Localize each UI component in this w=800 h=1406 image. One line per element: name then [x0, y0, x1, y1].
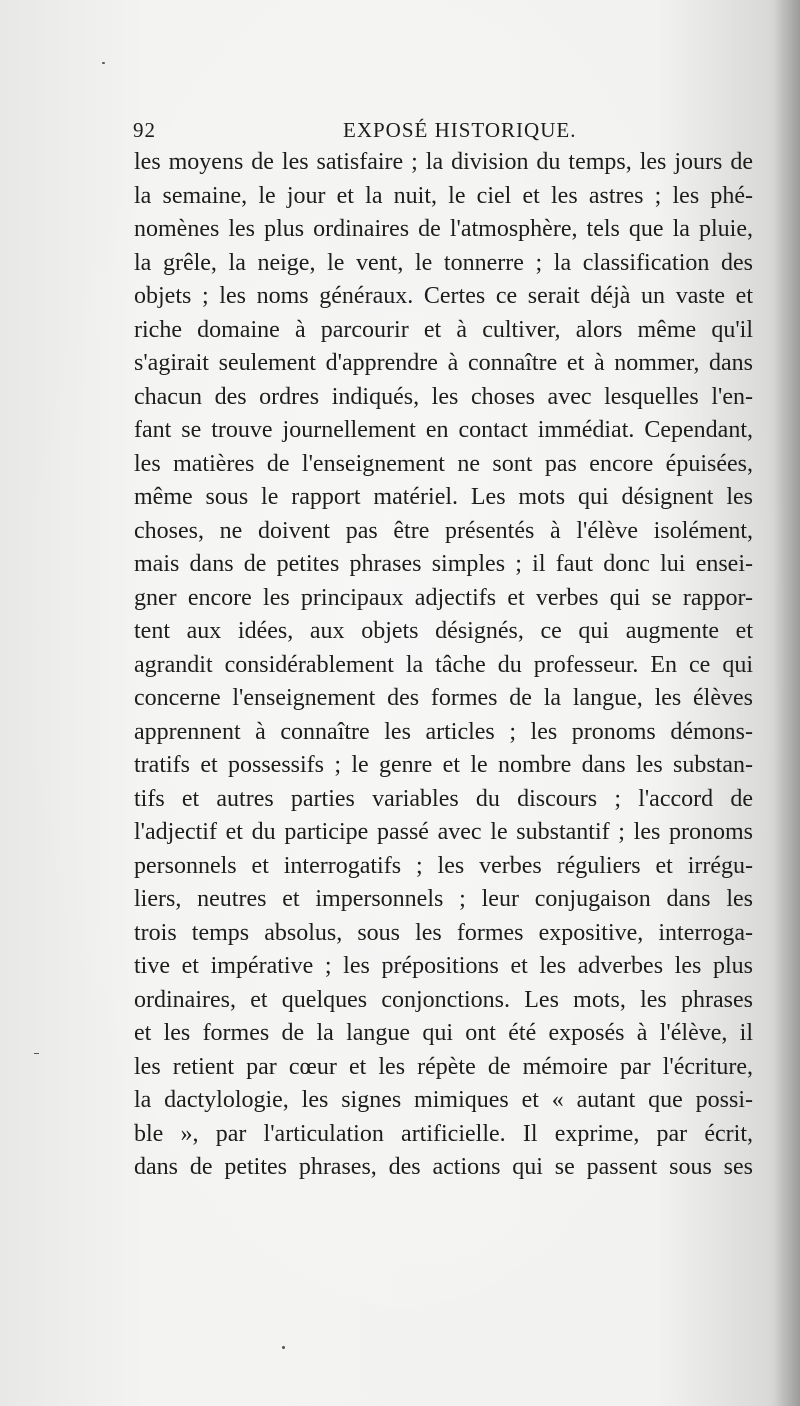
text-line: les retient par cœur et les répète de mémoire par l'écriture,: [134, 1053, 753, 1080]
text-line: apprennent à connaître les articles ; les pronoms démons-: [134, 718, 753, 745]
text-line: liers, neutres et impersonnels ; leur conjugaison dans les: [134, 886, 753, 912]
text-line: objets ; les noms généraux. Certes ce serait déjà un vaste et: [134, 283, 753, 309]
text-line: la semaine, le jour et la nuit, le ciel et les astres ; les phé-: [134, 182, 753, 209]
text-line: les moyens de les satisfaire ; la division du temps, les jours de: [134, 149, 753, 175]
page-number: 92: [133, 118, 156, 142]
text-line: choses, ne doivent pas être présentés à l'élève isolément,: [134, 517, 753, 544]
text-line: nomènes les plus ordinaires de l'atmosphère, tels que la pluie,: [134, 216, 753, 242]
text-line: s'agirait seulement d'apprendre à connaître et à nommer, dans: [134, 350, 753, 376]
text-line: concerne l'enseignement des formes de la langue, les élèves: [134, 685, 753, 711]
text-line: les matières de l'enseignement ne sont pas encore épuisées,: [134, 450, 753, 477]
text-line: la dactylologie, les signes mimiques et « autant que possi-: [134, 1087, 753, 1113]
text-line: la grêle, la neige, le vent, le tonnerre ; la classification des: [134, 249, 753, 276]
text-line: ordinaires, et quelques conjonctions. Les mots, les phrases: [134, 986, 753, 1013]
text-line: tent aux idées, aux objets désignés, ce qui augmente et: [134, 618, 753, 644]
text-line: gner encore les principaux adjectifs et verbes qui se rappor-: [134, 584, 753, 611]
text-line: personnels et interrogatifs ; les verbes réguliers et irrégu-: [134, 852, 753, 879]
running-head: EXPOSÉ HISTORIQUE.: [343, 118, 577, 142]
text-line: ble », par l'articulation artificielle. Il exprime, par écrit,: [134, 1120, 753, 1147]
paper-speck: [34, 1053, 39, 1054]
text-line: tratifs et possessifs ; le genre et le nombre dans les substan-: [134, 752, 753, 778]
paper-speck: [282, 1346, 285, 1349]
text-line: mais dans de petites phrases simples ; il faut donc lui ensei-: [134, 551, 753, 577]
text-line: chacun des ordres indiqués, les choses avec lesquelles l'en-: [134, 383, 753, 410]
text-line: l'adjectif et du participe passé avec le substantif ; les pronoms: [134, 819, 753, 845]
page-header: [133, 118, 753, 148]
text-line: tive et impérative ; les prépositions et les adverbes les plus: [134, 953, 753, 979]
text-line: riche domaine à parcourir et à cultiver, alors même qu'il: [134, 316, 753, 343]
page-edge-shadow: [774, 0, 800, 1406]
text-line: agrandit considérablement la tâche du professeur. En ce qui: [134, 651, 753, 678]
text-line: dans de petites phrases, des actions qui se passent sous ses: [134, 1154, 753, 1180]
text-line: et les formes de la langue qui ont été exposés à l'élève, il: [134, 1020, 753, 1046]
body-text: [134, 146, 753, 1185]
text-line: même sous le rapport matériel. Les mots qui désignent les: [134, 484, 753, 510]
paper-speck: [102, 62, 105, 64]
text-line: trois temps absolus, sous les formes expositive, interroga-: [134, 919, 753, 946]
text-line: tifs et autres parties variables du discours ; l'accord de: [134, 785, 753, 812]
text-line: fant se trouve journellement en contact immédiat. Cependant,: [134, 417, 753, 443]
